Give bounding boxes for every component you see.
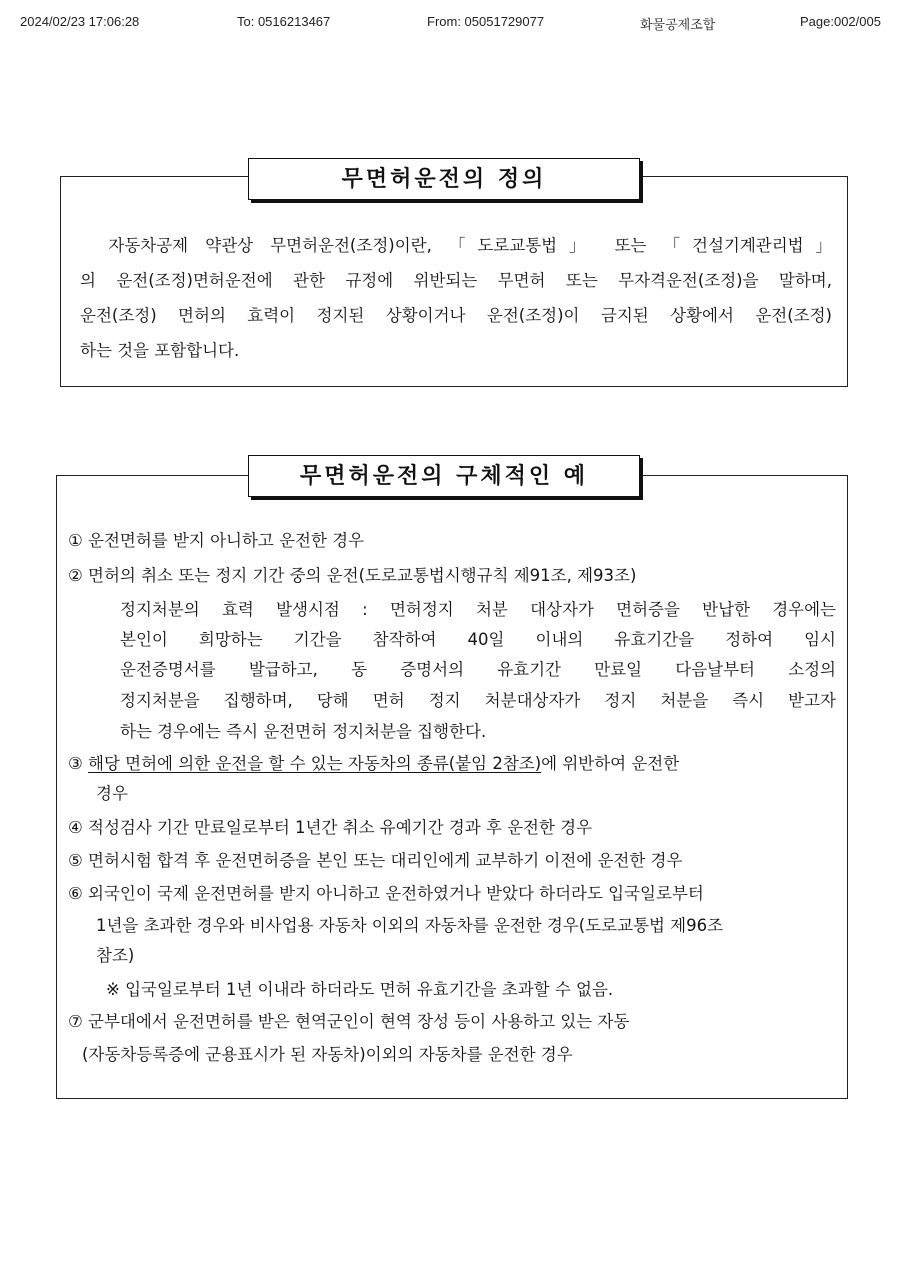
item2-detail-line-3: 운전증명서를 발급하고, 동 증명서의 유효기간 만료일 다음날부터 소정의 [120, 660, 836, 679]
definition-line-4: 하는 것을 포함합니다. [80, 341, 240, 360]
item6-line-3: 참조) [96, 946, 135, 965]
fax-header [0, 14, 900, 34]
example-item-2: ② 면허의 취소 또는 정지 기간 중의 운전(도로교통법시행규칙 제91조, 제93조) [68, 566, 637, 585]
item3-suffix: 에 위반하여 운전한 [541, 754, 680, 773]
example-item-1: ① 운전면허를 받지 아니하고 운전한 경우 [68, 531, 365, 550]
example-item-3 [68, 746, 838, 781]
item3-underlined: 해당 면허에 의한 운전을 할 수 있는 자동차의 종류(붙임 2참조) [88, 754, 542, 773]
fax-sender: 화물공제조합 [640, 17, 716, 32]
item2-detail-line-5: 하는 경우에는 즉시 운전면허 정지처분을 집행한다. [120, 722, 487, 741]
item6-line-2: 1년을 초과한 경우와 비사업용 자동차 이외의 자동차를 운전한 경우(도로교통법 제96조 [96, 916, 724, 935]
item6-note: ※ 입국일로부터 1년 이내라 하더라도 면허 유효기간을 초과할 수 없음. [106, 980, 614, 999]
example-item-4: ④ 적성검사 기간 만료일로부터 1년간 취소 유예기간 경과 후 운전한 경우 [68, 818, 593, 837]
item2-detail-line-2: 본인이 희망하는 기간을 참작하여 40일 이내의 유효기간을 정하여 임시 [120, 630, 836, 649]
fax-to: To: 0516213467 [237, 14, 331, 29]
example-item-5: ⑤ 면허시험 합격 후 운전면허증을 본인 또는 대리인에게 교부하기 이전에 운전한 경우 [68, 851, 683, 870]
item3-prefix: ③ [68, 754, 89, 773]
item2-detail-line-1: 정지처분의 효력 발생시점 : 면허정지 처분 대상자가 면허증을 반납한 경우에는 [120, 600, 836, 619]
fax-from: From: 05051729077 [427, 14, 545, 29]
definition-line-1: 자동차공제 약관상 무면허운전(조정)이란, 「도로교통법」 또는 「건설기계관리법」 [80, 236, 832, 255]
definition-title: 무면허운전의 정의 [248, 158, 640, 200]
definition-line-2: 의 운전(조정)면허운전에 관한 규정에 위반되는 무면허 또는 무자격운전(조정)을 말하며, [80, 271, 832, 290]
example-item-7: ⑦ 군부대에서 운전면허를 받은 현역군인이 현역 장성 등이 사용하고 있는 자동 [68, 1012, 630, 1031]
example-item-6: ⑥ 외국인이 국제 운전면허를 받지 아니하고 운전하였거나 받았다 하더라도 입국일로부터 [68, 884, 704, 903]
definition-line-3: 운전(조정) 면허의 효력이 정지된 상황이거나 운전(조정)이 금지된 상황에서 운전(조정) [80, 306, 832, 325]
item3-line-2: 경우 [96, 784, 128, 803]
fax-datetime: 2024/02/23 17:06:28 [20, 14, 140, 29]
item2-detail-line-4: 정지처분을 집행하며, 당해 면허 정지 처분대상자가 정지 처분을 즉시 받고자 [120, 691, 836, 710]
examples-title: 무면허운전의 구체적인 예 [248, 455, 640, 497]
fax-page: Page:002/005 [800, 14, 881, 29]
item7-line-2: (자동차등록증에 군용표시가 된 자동차)이외의 자동차를 운전한 경우 [82, 1045, 573, 1064]
